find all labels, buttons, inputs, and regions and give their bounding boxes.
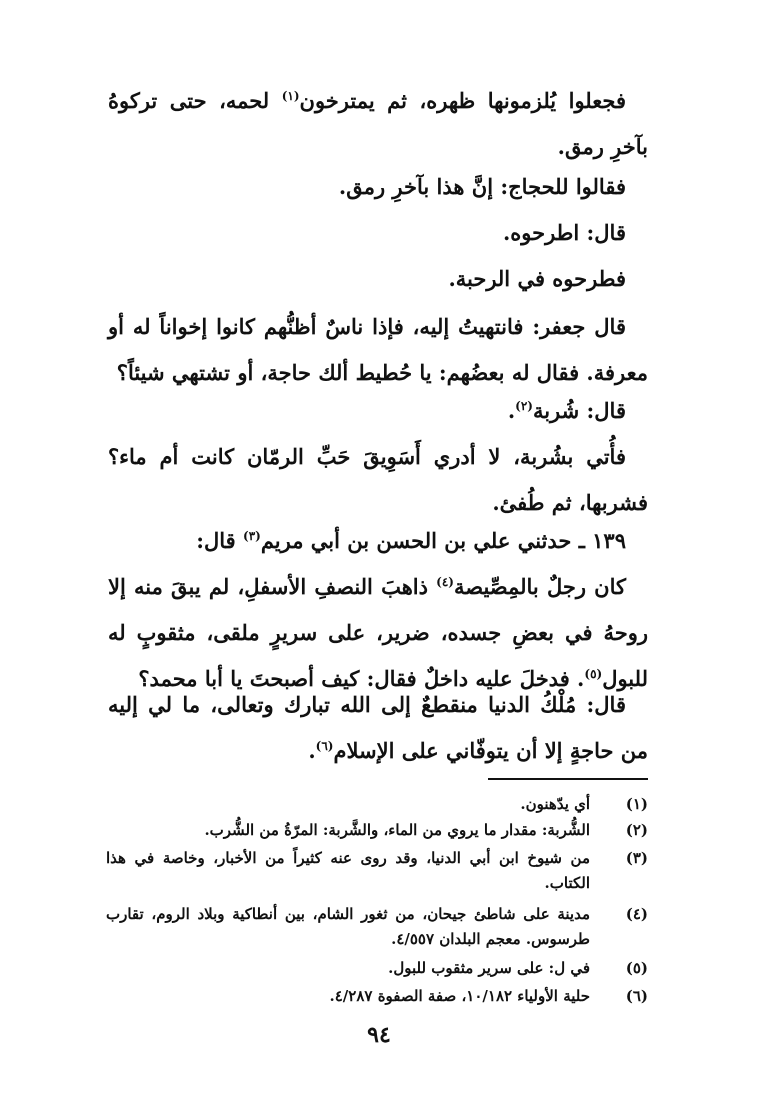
footnote-number: (١): [625, 795, 648, 813]
narration-number: ١٣٩: [592, 528, 626, 553]
footnote-1: [106, 792, 648, 817]
footnote-number: (٥): [625, 959, 648, 977]
paragraph-9: كان رجلٌ بالمِصِّيصة$^{(٤)}$ ذاهبَ النصفِ الأسفلِ، لم يبقَ منه إلا روحهُ في بعضِ جسده، ضرير، على سريرٍ ملقى، مثقوبٍ له للبول$^{(٥)}$. فدخلَ عليه داخلٌ فقال: كيف أصبحتَ يا أبا محمد؟: [108, 574, 648, 691]
footnote-2: [106, 818, 648, 843]
footnote-number: (٢): [625, 821, 648, 839]
paragraph-10: قال: مُلْكُ الدنيا منقطعٌ إلى الله تبارك وتعالى، ما لي إليه من حاجةٍ إلا أن يتوفّاني على الإسلام$^{(٦)}$.: [108, 692, 648, 763]
footnote-ref-1[interactable]: (١): [281, 89, 300, 103]
page-number: ٩٤: [367, 1022, 391, 1048]
footnote-text: في ل: على سرير مثقوب للبول.: [388, 959, 590, 977]
paragraph-3: قال: اطرحوه.: [502, 220, 626, 245]
footnote-number: (٣): [625, 849, 648, 867]
footnote-5: [106, 956, 648, 981]
footnote-text: الشُّربة: مقدار ما يروي من الماء، والشَّربة: المرّةُ من الشُّرب.: [204, 821, 590, 839]
paragraph-2: فقالوا للحجاج: إنَّ هذا بآخرِ رمق.: [338, 174, 626, 199]
footnote-6: [106, 984, 648, 1009]
footnote-ref-6[interactable]: (٦): [315, 739, 334, 753]
paragraph-8-heading: ١٣٩ ـ حدثني علي بن الحسن بن أبي مريم$^{(٣)}$ قال:: [196, 528, 626, 553]
footnote-ref-2[interactable]: (٢): [515, 399, 533, 413]
footnote-separator: [488, 778, 648, 780]
footnote-number: (٤): [625, 905, 648, 923]
paragraph-5: قال جعفر: فانتهيتُ إليه، فإذا ناسٌ أظنُّهم كانوا إخواناً له أو معرفة. فقال له بعضُهم: يا حُطيط ألك حاجة، أو تشتهي شيئاً؟: [108, 314, 648, 385]
footnote-4: [106, 902, 648, 952]
footnote-3: [106, 846, 648, 896]
paragraph-1: فجعلوا يُلزمونها ظهره، ثم يمترخون$^{(١)}$ لحمه، حتى تركوهُ بآخرِ رمق.: [108, 88, 648, 159]
paragraph-7: فأُتي بشُربة، لا أدري أَسَوِيقَ حَبِّ الرمّان كانت أم ماء؟ فشربها، ثم طُفئ.: [108, 444, 648, 515]
footnote-text: حلية الأولياء ١٠/١٨٢، صفة الصفوة ٤/٢٨٧.: [329, 987, 590, 1005]
footnote-ref-5[interactable]: (٥): [584, 667, 603, 681]
paragraph-6: قال: شُربة$^{(٢)}$.: [507, 398, 626, 423]
paragraph-4: فطرحوه في الرحبة.: [448, 266, 626, 291]
footnote-text: أي يدّهنون.: [520, 795, 590, 813]
footnote-ref-3[interactable]: (٣): [243, 529, 261, 543]
footnote-text: من شيوخ ابن أبي الدنيا، وقد روى عنه كثيراً من الأخبار، وخاصة في هذا الكتاب.: [106, 849, 590, 892]
footnote-number: (٦): [625, 987, 648, 1005]
footnote-text: مدينة على شاطئ جيحان، من ثغور الشام، بين أنطاكية وبلاد الروم، تقارب طرسوس. معجم البلدان ٤/٥٥٧.: [106, 905, 590, 948]
footnote-ref-4[interactable]: (٤): [436, 575, 454, 589]
